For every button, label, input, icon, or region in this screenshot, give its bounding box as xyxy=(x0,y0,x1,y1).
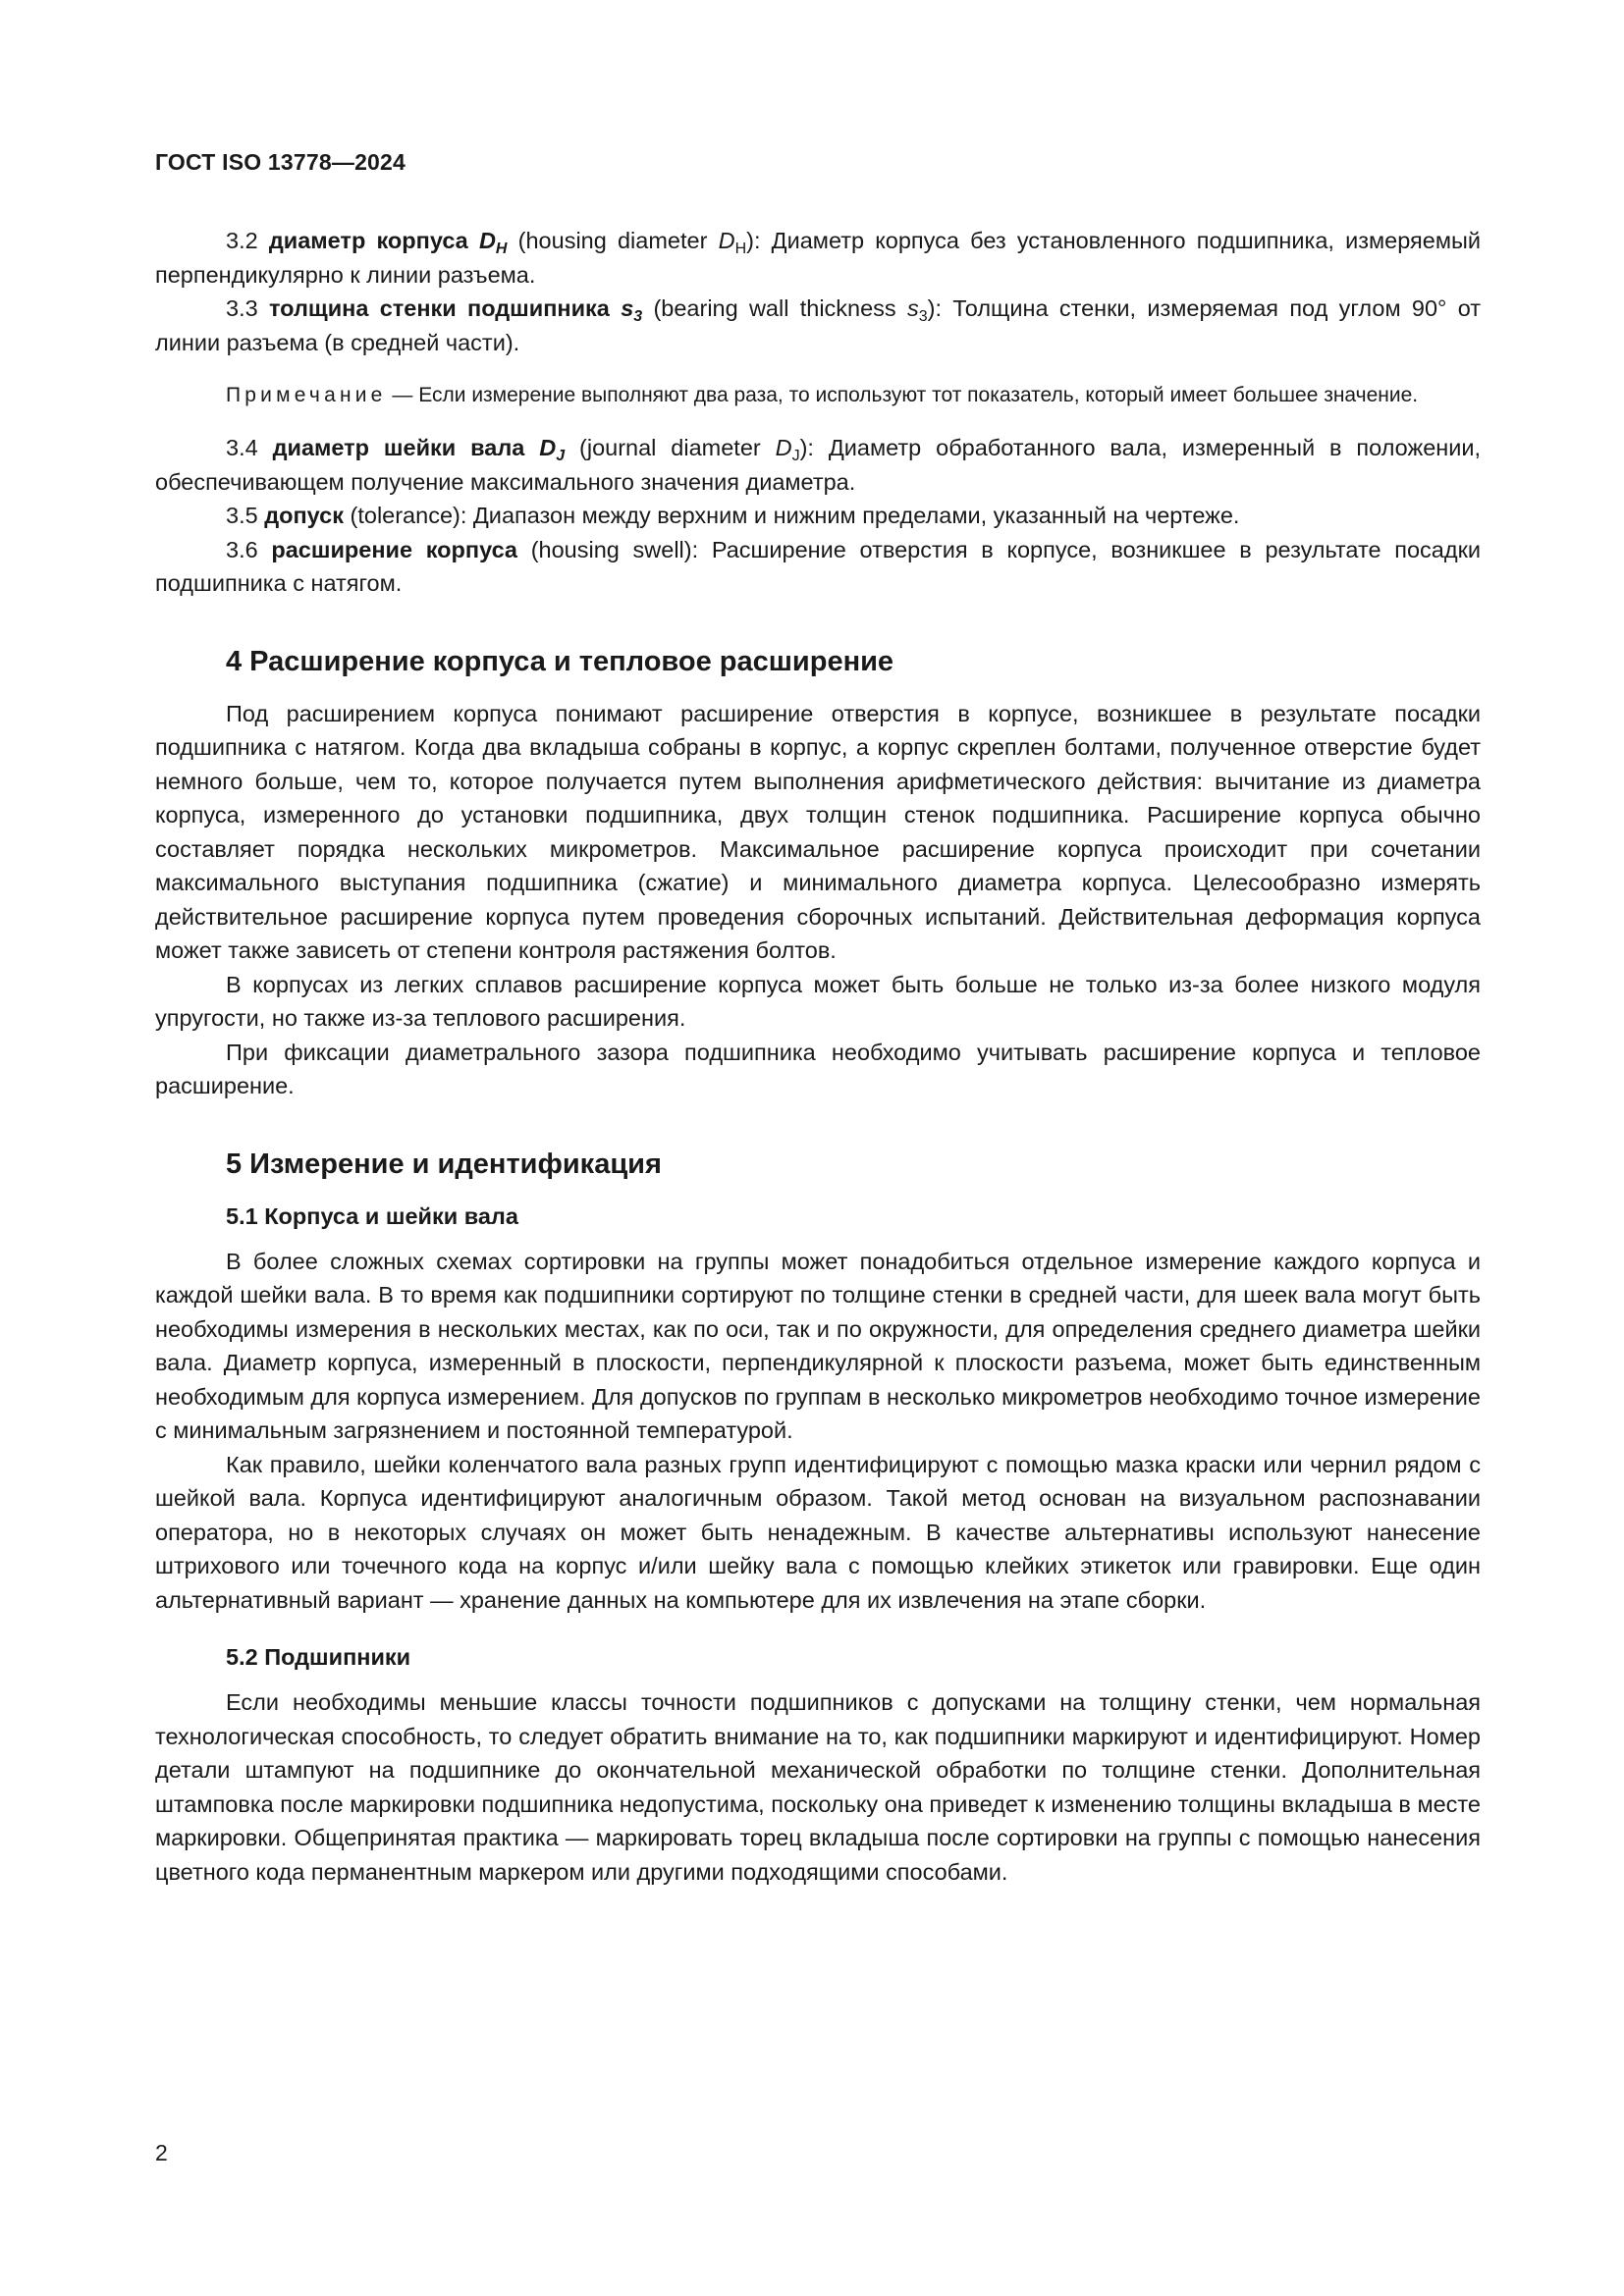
english-symbol-subscript: J xyxy=(791,448,800,464)
section-heading: 4 Расширение корпуса и тепловое расширение xyxy=(226,645,894,677)
paragraph: Если необходимы меньшие классы точности подшипников с допусками на толщину стенки, чем нормальная технологическая способность, то следует обратить внимание на то, как подшипники маркируют и идентифицируют. Номер детали штампуют на подшипнике до окончательной механической обработки по толщине стенки. Дополнительная штамповка после маркировки подшипника недопустима, поскольку она приведет к изменению толщины вкладыша в месте маркировки. Общепринятая практика — маркировать торец вкладыша после сортировки на группы с помощью нанесения цветного кода перманентным маркером или другими подходящими способами. xyxy=(155,1689,1481,1885)
subsection-heading: 5.1 Корпуса и шейки вала xyxy=(226,1202,518,1229)
definition-3-5 xyxy=(155,499,1481,533)
definition-text: (housing swell): Расширение отверстия в корпусе, возникшее в результате посадки подшипника с натягом. xyxy=(155,536,1481,596)
english-term: (journal diameter xyxy=(565,435,776,460)
document-header: ГОСТ ISO 13778—2024 xyxy=(155,149,406,175)
english-symbol-subscript: 3 xyxy=(918,308,928,325)
definition-text: (tolerance): Диапазон между верхним и нижним пределами, указанный на чертеже. xyxy=(343,503,1240,528)
section-heading: 5 Измерение и идентификация xyxy=(226,1148,662,1180)
definition-text: ): Диаметр корпуса без установленного подшипника, измеряемый перпендикулярно к линии разъема. xyxy=(155,228,1482,288)
paragraph: В более сложных схемах сортировки на группы может понадобиться отдельное измерение каждого корпуса и каждой шейки вала. В то время как подшипники сортируют по толщине стенки в средней части, для шеек вала могут быть необходимы измерения в нескольких местах, как по оси, так и по окружности, для определения среднего диаметра шейки вала. Диаметр корпуса, измеренный в плоскости, перпендикулярной к плоскости разъема, может быть единственным необходимым для корпуса измерением. Для допусков по группам в несколько микрометров необходимо точное измерение с минимальным загрязнением и постоянной температурой. xyxy=(155,1248,1481,1443)
definition-number: 3.5 xyxy=(226,503,258,528)
definition-number: 3.4 xyxy=(226,435,258,460)
definition-text: ): Диаметр обработанного вала, измеренный в положении, обеспечивающем получение максимального значения диаметра. xyxy=(155,435,1482,495)
definition-number: 3.2 xyxy=(226,228,258,253)
definition-3-3 xyxy=(155,292,1481,359)
definition-term: толщина стенки подшипника xyxy=(268,295,610,321)
english-term: (housing diameter xyxy=(507,228,719,253)
page-number: 2 xyxy=(155,2140,168,2165)
definition-term: расширение корпуса xyxy=(271,536,517,562)
definition-number: 3.6 xyxy=(226,536,258,562)
paragraph: Под расширением корпуса понимают расширение отверстия в корпусе, возникшее в результате посадки подшипника с натягом. Когда два вкладыша собраны в корпус, а корпус скреплен болтами, полученное отверстие будет немного больше, чем то, которое получается путем выполнения арифметического действия: вычитание из диаметра корпуса, измеренного до установки подшипника, двух толщин стенок подшипника. Расширение корпуса обычно составляет порядка нескольких микрометров. Максимальное расширение корпуса происходит при сочетании максимального выступания подшипника (сжатие) и минимального диаметра корпуса. Целесообразно измерять действительное расширение корпуса путем проведения сборочных испытаний. Действительная деформация корпуса может также зависеть от степени контроля растяжения болтов. xyxy=(155,700,1481,963)
english-symbol: D xyxy=(775,435,792,460)
definition-term: допуск xyxy=(264,503,344,528)
term-symbol: $D_J$ xyxy=(539,435,566,464)
definition-3-6 xyxy=(155,533,1481,601)
paragraph: В корпусах из легких сплавов расширение корпуса может быть больше не только из-за более низкого модуля упругости, но также из-за теплового расширения. xyxy=(155,971,1481,1031)
english-term: (bearing wall thickness xyxy=(642,295,907,321)
paragraph: Как правило, шейки коленчатого вала разных групп идентифицируют с помощью мазка краски или чернил рядом с шейкой вала. Корпуса идентифицируют аналогичным образом. Такой метод основан на визуальном распознавании оператора, но в некоторых случаях он может быть ненадежным. В качестве альтернативы используют нанесение штрихового или точечного кода на корпус и/или шейку вала с помощью клейких этикеток или гравировки. Еще один альтернативный вариант — хранение данных на компьютере для их извлечения на этапе сборки. xyxy=(155,1451,1481,1613)
term-symbol: $s_3$ xyxy=(621,295,643,325)
english-symbol: s xyxy=(906,295,919,321)
definition-number: 3.3 xyxy=(226,295,258,321)
english-symbol-subscript: H xyxy=(734,240,747,257)
definition-term: диаметр шейки вала xyxy=(272,435,525,460)
page-content xyxy=(155,224,1481,1889)
definition-3-2 xyxy=(155,224,1481,292)
paragraph: При фиксации диаметрального зазора подшипника необходимо учитывать расширение корпуса и тепловое расширение. xyxy=(155,1039,1481,1098)
note-text: — Если измерение выполняют два раза, то используют тот показатель, который имеет большее значение. xyxy=(386,384,1419,406)
definition-term: диаметр корпуса xyxy=(268,228,468,253)
definition-3-4 xyxy=(155,431,1481,499)
definition-text: ): Толщина стенки, измеряемая под углом 90° от линии разъема (в средней части). xyxy=(155,295,1482,355)
english-symbol: D xyxy=(718,228,735,253)
note xyxy=(155,379,1481,411)
subsection-heading: 5.2 Подшипники xyxy=(226,1644,411,1670)
term-symbol: $D_H$ xyxy=(478,228,508,257)
note-label: Примечание xyxy=(226,384,387,406)
